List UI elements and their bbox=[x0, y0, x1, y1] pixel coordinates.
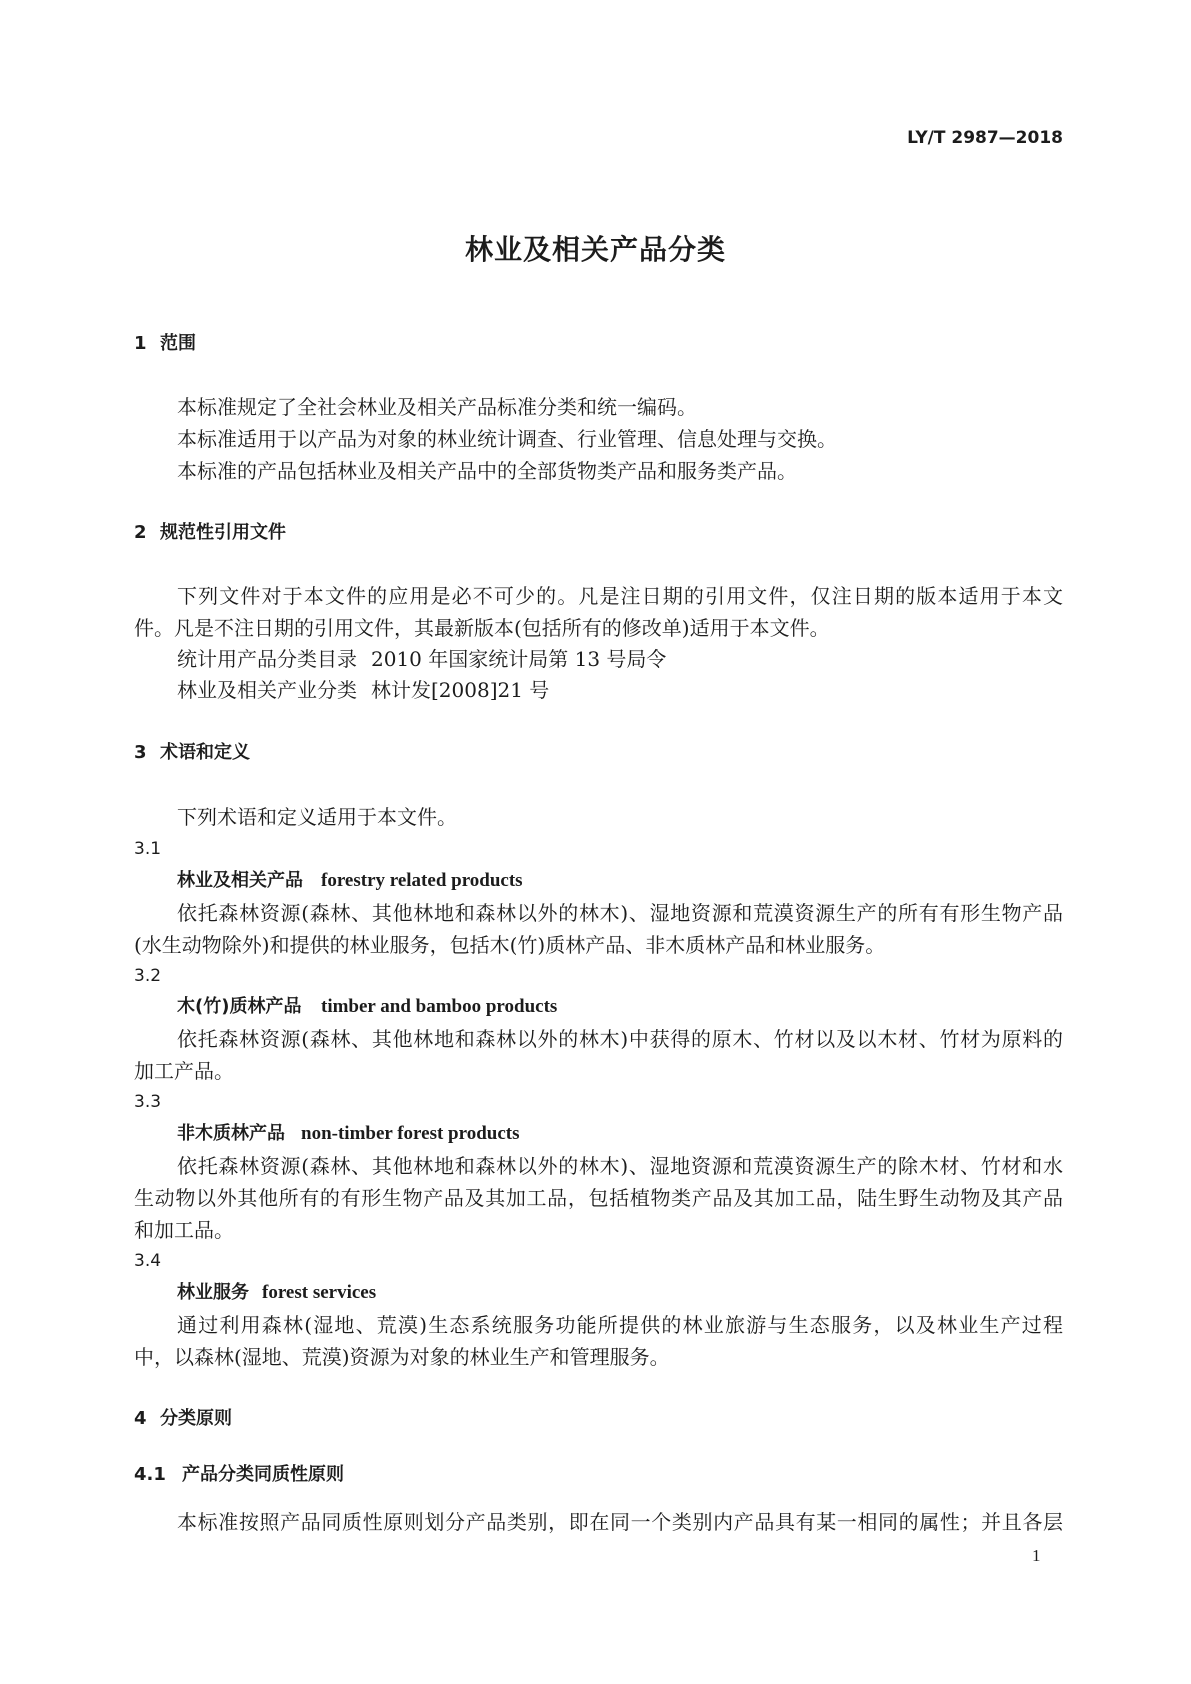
section-4-heading bbox=[134, 1404, 1063, 1434]
subsection-title: 产品分类同质性原则 bbox=[182, 1464, 344, 1485]
clause-number: 3.3 bbox=[134, 1092, 162, 1112]
section-title: 范围 bbox=[160, 333, 196, 354]
definition-line: 通过利用森林(湿地、荒漠)生态系统服务功能所提供的林业旅游与生态服务，以及林业生产过程 bbox=[177, 1313, 1063, 1337]
term-english: forestry related products bbox=[321, 870, 523, 891]
term-entry bbox=[177, 1119, 1063, 1149]
paragraph-line: 下列文件对于本文件的应用是必不可少的。凡是注日期的引用文件，仅注日期的版本适用于本文 bbox=[177, 584, 1063, 608]
paragraph-line: 本标准规定了全社会林业及相关产品标准分类和统一编码。 bbox=[177, 395, 697, 419]
section-title: 分类原则 bbox=[160, 1408, 232, 1429]
document-title: 林业及相关产品分类 bbox=[464, 233, 726, 266]
term-chinese: 木(竹)质林产品 bbox=[177, 996, 302, 1017]
normative-reference bbox=[177, 675, 1063, 705]
section-title: 术语和定义 bbox=[160, 742, 250, 763]
section-title: 规范性引用文件 bbox=[160, 522, 286, 543]
normative-reference bbox=[177, 644, 1063, 674]
section-number: 1 bbox=[134, 333, 147, 354]
definition-line: 加工产品。 bbox=[134, 1059, 234, 1083]
paragraph-line: 本标准按照产品同质性原则划分产品类别，即在同一个类别内产品具有某一相同的属性；并且各层 bbox=[177, 1510, 1063, 1534]
term-entry bbox=[177, 1278, 1063, 1308]
section-3-heading bbox=[134, 738, 1063, 768]
definition-line: 中，以森林(湿地、荒漠)资源为对象的林业生产和管理服务。 bbox=[134, 1345, 670, 1369]
reference-name: 林业及相关产业分类 bbox=[177, 678, 357, 702]
definition-line: 和加工品。 bbox=[134, 1218, 234, 1242]
paragraph-line: 本标准适用于以产品为对象的林业统计调查、行业管理、信息处理与交换。 bbox=[177, 427, 837, 451]
term-chinese: 林业服务 bbox=[177, 1282, 249, 1303]
definition-line: 依托森林资源(森林、其他林地和森林以外的林木)中获得的原木、竹材以及以木材、竹材为原料的 bbox=[177, 1027, 1063, 1051]
definition-line: 依托森林资源(森林、其他林地和森林以外的林木)、湿地资源和荒漠资源生产的除木材、竹材和水 bbox=[177, 1154, 1063, 1178]
term-english: forest services bbox=[262, 1282, 377, 1303]
term-entry bbox=[177, 866, 1063, 896]
reference-source: 林计发[2008]21 号 bbox=[371, 678, 550, 702]
page-number: 1 bbox=[1032, 1546, 1041, 1565]
section-2-heading bbox=[134, 518, 1063, 548]
definition-line: 依托森林资源(森林、其他林地和森林以外的林木)、湿地资源和荒漠资源生产的所有有形生物产品 bbox=[177, 901, 1063, 925]
section-1-heading bbox=[134, 329, 1063, 359]
clause-number: 3.2 bbox=[134, 966, 162, 986]
definition-line: 生动物以外其他所有的有形生物产品及其加工品，包括植物类产品及其加工品，陆生野生动物及其产品 bbox=[134, 1186, 1063, 1210]
paragraph-line: 件。凡是不注日期的引用文件，其最新版本(包括所有的修改单)适用于本文件。 bbox=[134, 616, 830, 640]
subsection-number: 4.1 bbox=[134, 1464, 166, 1485]
section-number: 2 bbox=[134, 522, 147, 543]
section-number: 3 bbox=[134, 742, 147, 763]
reference-source: 2010 年国家统计局第 13 号局令 bbox=[371, 647, 667, 671]
clause-number: 3.1 bbox=[134, 839, 162, 859]
term-english: timber and bamboo products bbox=[321, 996, 558, 1017]
term-english: non-timber forest products bbox=[301, 1123, 520, 1144]
definition-line: (水生动物除外)和提供的林业服务，包括木(竹)质林产品、非木质林产品和林业服务。 bbox=[134, 933, 886, 957]
reference-name: 统计用产品分类目录 bbox=[177, 647, 357, 671]
clause-number: 3.4 bbox=[134, 1251, 162, 1271]
paragraph-line: 本标准的产品包括林业及相关产品中的全部货物类产品和服务类产品。 bbox=[177, 459, 797, 483]
section-number: 4 bbox=[134, 1408, 147, 1429]
term-entry bbox=[177, 992, 1063, 1022]
term-chinese: 林业及相关产品 bbox=[177, 870, 303, 891]
subsection-4-1-heading bbox=[134, 1460, 1063, 1490]
paragraph-line: 下列术语和定义适用于本文件。 bbox=[177, 805, 457, 829]
term-chinese: 非木质林产品 bbox=[177, 1123, 285, 1144]
standard-code: LY/T 2987—2018 bbox=[907, 128, 1063, 148]
